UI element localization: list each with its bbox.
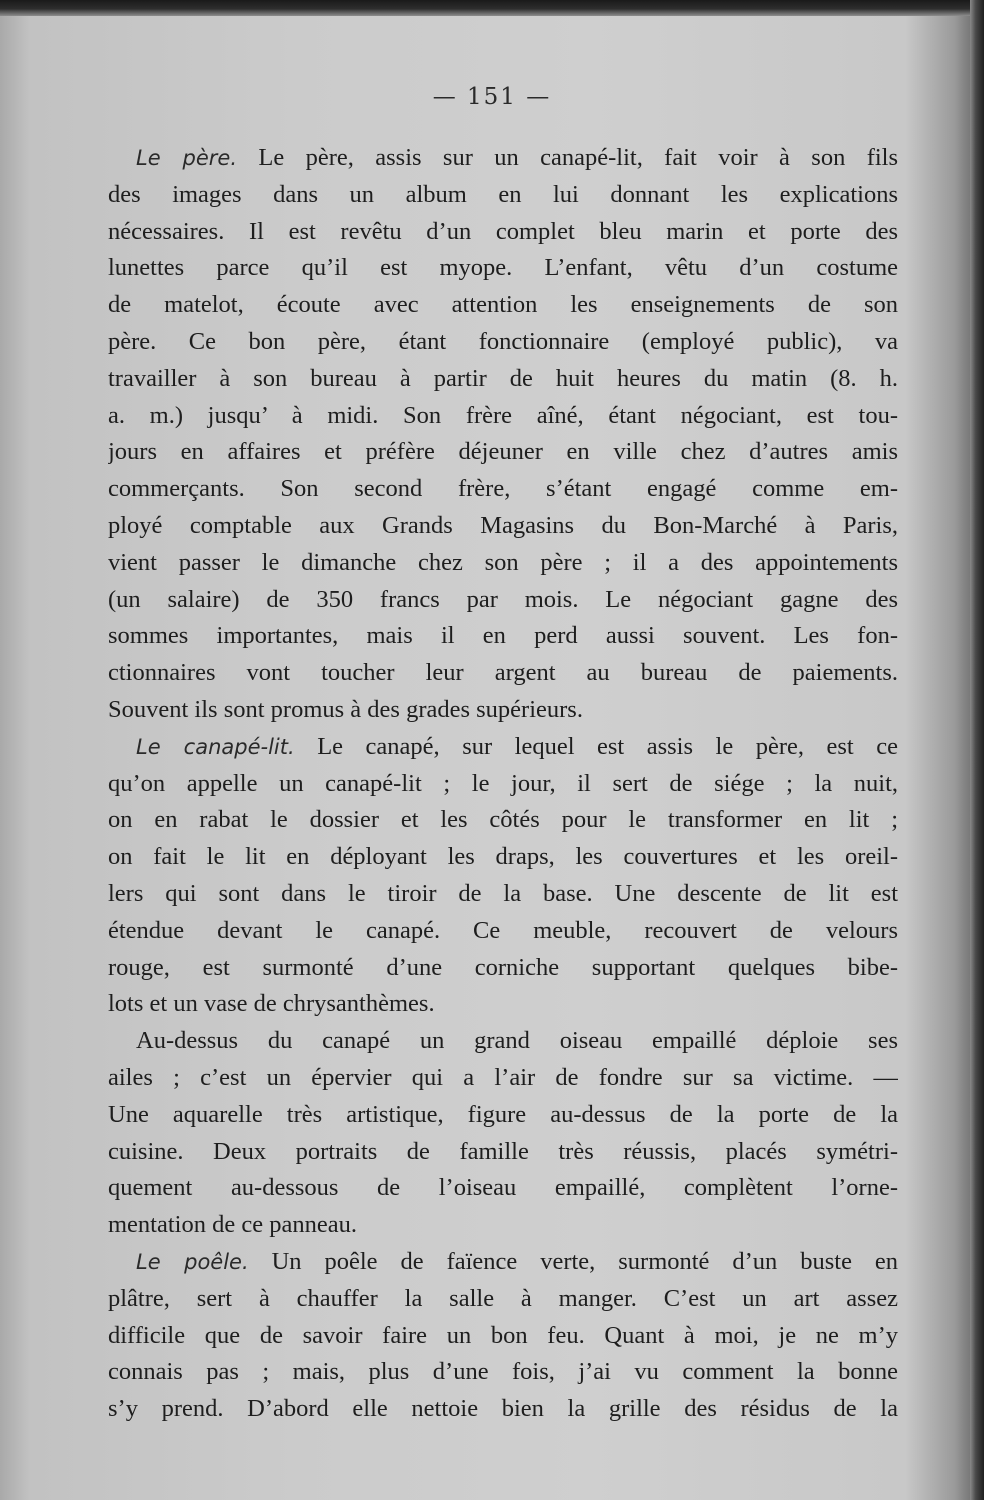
- text-line: Une aquarelle très artistique, figure au-dessus de la porte de la: [108, 1100, 898, 1128]
- text-line: commerçants. Son second frère, s’étant engagé comme em-: [108, 475, 898, 503]
- text-line: lers qui sont dans le tiroir de la base. Une descente de lit est: [108, 879, 898, 907]
- text-line: on fait le lit en déployant les draps, les couvertures et les oreil-: [108, 843, 898, 871]
- text-line: rouge, est surmonté d’une corniche supportant quelques bibe-: [108, 953, 898, 981]
- section-heading: Le père.: [136, 146, 238, 170]
- text-line: lots et un vase de chrysanthèmes.: [108, 990, 435, 1018]
- text-line: étendue devant le canapé. Ce meuble, recouvert de velours: [108, 916, 898, 944]
- text-line: mentation de ce panneau.: [108, 1211, 357, 1239]
- text-line: ctionnaires vont toucher leur argent au bureau de paiements.: [108, 659, 898, 687]
- text-line: Souvent ils sont promus à des grades supérieurs.: [108, 695, 583, 723]
- text-line: Au-dessus du canapé un grand oiseau empaillé déploie ses: [136, 1027, 898, 1055]
- text-line: nécessaires. Il est revêtu d’un complet bleu marin et porte des: [108, 217, 898, 245]
- text-line: [108, 140, 898, 177]
- page-top-edge: [0, 0, 984, 16]
- text-line: père. Ce bon père, étant fonctionnaire (employé public), va: [108, 327, 898, 355]
- body-text: [108, 140, 898, 1428]
- text-line: qu’on appelle un canapé-lit ; le jour, il sert de siége ; la nuit,: [108, 769, 898, 797]
- text-line: cuisine. Deux portraits de famille très réussis, placés symétri-: [108, 1137, 898, 1165]
- paragraph-au-dessus: [108, 1023, 898, 1244]
- text-line: quement au-dessous de l’oiseau empaillé, complètent l’orne-: [108, 1174, 898, 1202]
- text-line: sommes importantes, mais il en perd aussi souvent. Les fon-: [108, 622, 898, 650]
- text-line: [108, 729, 898, 766]
- section-heading: Le poêle.: [136, 1249, 249, 1274]
- text-line: a. m.) jusqu’ à midi. Son frère aîné, étant négociant, est tou-: [108, 401, 898, 429]
- text-line: difficile que de savoir faire un bon feu. Quant à moi, je ne m’y: [108, 1321, 898, 1349]
- text-line: plâtre, sert à chauffer la salle à manger. C’est un art assez: [108, 1284, 898, 1312]
- text-line: s’y prend. D’abord elle nettoie bien la grille des résidus de la: [108, 1395, 898, 1423]
- text-line: travailler à son bureau à partir de huit heures du matin (8. h.: [108, 364, 898, 392]
- text-line: ailes ; c’est un épervier qui a l’air de fondre sur sa victime. —: [108, 1063, 898, 1091]
- text-line: des images dans un album en lui donnant les explications: [108, 180, 898, 208]
- line-text: Un poêle de faïence verte, surmonté d’un buste en: [271, 1247, 898, 1275]
- text-line: vient passer le dimanche chez son père ; il a des appointements: [108, 548, 898, 576]
- text-line: de matelot, écoute avec attention les enseignements de son: [108, 291, 898, 319]
- text-line: connais pas ; mais, plus d’une fois, j’ai vu comment la bonne: [108, 1358, 898, 1386]
- line-text: Le canapé, sur lequel est assis le père, est ce: [317, 732, 898, 760]
- text-line: ployé comptable aux Grands Magasins du Bon-Marché à Paris,: [108, 511, 898, 539]
- section-heading: Le canapé-lit.: [136, 734, 295, 759]
- paragraph-le-pere: [108, 140, 898, 729]
- line-text: Le père, assis sur un canapé-lit, fait voir à son fils: [258, 144, 898, 171]
- text-line: (un salaire) de 350 francs par mois. Le négociant gagne des: [108, 585, 898, 613]
- paragraph-le-canape-lit: [108, 729, 898, 1023]
- page-right-edge: [970, 0, 984, 1500]
- text-line: lunettes parce qu’il est myope. L’enfant, vêtu d’un costume: [108, 254, 898, 282]
- text-line: on en rabat le dossier et les côtés pour le transformer en lit ;: [108, 806, 898, 834]
- text-line: [108, 1244, 898, 1281]
- text-line: jours en affaires et préfère déjeuner en ville chez d’autres amis: [108, 438, 898, 466]
- paragraph-le-poele: [108, 1244, 898, 1428]
- page-number: — 151 —: [432, 84, 552, 110]
